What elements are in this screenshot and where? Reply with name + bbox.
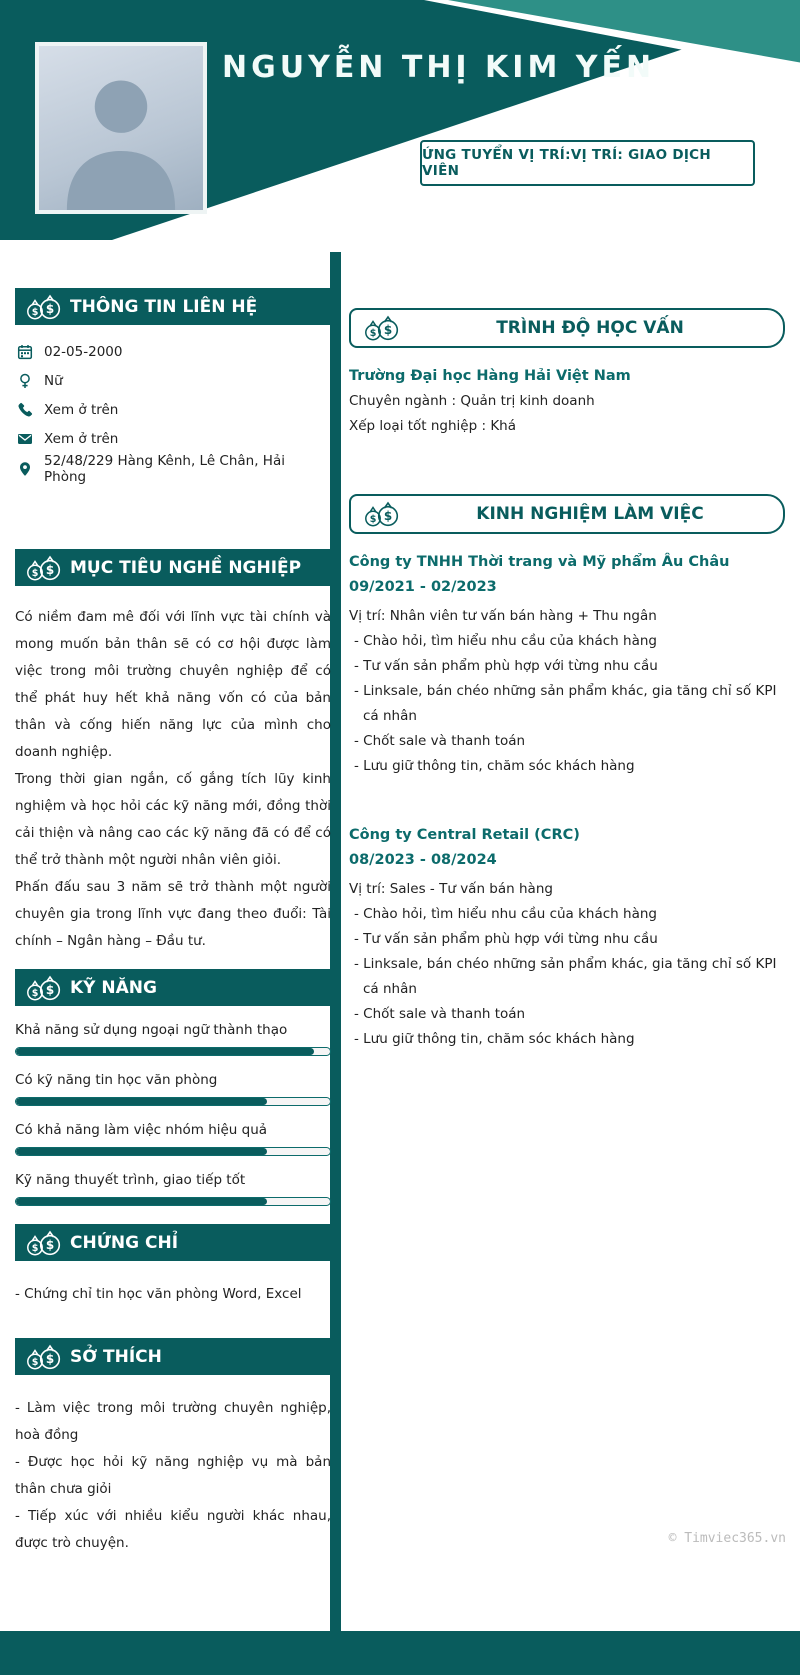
job-duty: - Linksale, bán chéo những sản phẩm khác, gia tăng chỉ số KPI cá nhân	[354, 956, 777, 997]
skill-bar-fill	[16, 1048, 314, 1055]
money-bags-icon	[363, 501, 399, 527]
header	[0, 0, 800, 250]
objective-paragraph: Có niềm đam mê đối với lĩnh vực tài chính và mong muốn bản thân sẽ có cơ hội được làm việc trong môi trường chuyên nghiệp để có thể phát huy hết khả năng vốn có của bản thân và cống hiến năng lực của mình cho doanh nghiệp.	[15, 609, 331, 760]
location-icon	[17, 461, 33, 477]
skill-bar	[15, 1047, 331, 1056]
job-role: Vị trí: Sales - Tư vấn bán hàng	[349, 881, 553, 897]
hobby-item: - Làm việc trong môi trường chuyên nghiệp, hoà đồng	[15, 1400, 331, 1443]
section-header-hobbies	[15, 1338, 331, 1375]
skill-item	[15, 1172, 331, 1206]
money-bags-icon	[25, 1344, 61, 1370]
calendar-icon	[17, 344, 33, 360]
skill-item	[15, 1022, 331, 1056]
money-bags-icon	[25, 555, 61, 581]
contact-row-address	[17, 453, 331, 485]
skill-label: Có khả năng làm việc nhóm hiệu quả	[15, 1122, 268, 1138]
left-column	[15, 252, 331, 1557]
section-title: TRÌNH ĐỘ HỌC VẤN	[496, 318, 684, 338]
education-entry	[349, 364, 785, 439]
section-header-education	[349, 308, 785, 348]
hobby-item: - Tiếp xúc với nhiều kiểu người khác nhau, được trò chuyện.	[15, 1508, 331, 1551]
skill-bar	[15, 1197, 331, 1206]
money-bags-icon	[363, 315, 399, 341]
skill-bar	[15, 1097, 331, 1106]
contact-value: 52/48/229 Hàng Kênh, Lê Chân, Hải Phòng	[44, 453, 285, 485]
job-duty: - Tư vấn sản phẩm phù hợp với từng nhu cầu	[354, 931, 658, 947]
school-name: Trường Đại học Hàng Hải Việt Nam	[349, 368, 631, 384]
job-duty: - Chào hỏi, tìm hiểu nhu cầu của khách hàng	[354, 906, 657, 922]
contact-row-phone	[17, 395, 331, 424]
education-grade: Xếp loại tốt nghiệp : Khá	[349, 418, 516, 434]
watermark: © Timviec365.vn	[668, 1531, 786, 1546]
skill-item	[15, 1072, 331, 1106]
column-divider	[330, 252, 341, 1631]
contact-value: Xem ở trên	[44, 430, 119, 447]
phone-icon	[17, 402, 33, 418]
money-bags-icon	[25, 1230, 61, 1256]
hobby-item: - Được học hỏi kỹ năng nghiệp vụ mà bản thân chưa giỏi	[15, 1454, 331, 1497]
experience-entry	[349, 823, 785, 1052]
section-title: KỸ NĂNG	[70, 977, 157, 998]
applied-position-text: ỨNG TUYỂN VỊ TRÍ:VỊ TRÍ: GIAO DỊCH VIÊN	[422, 147, 711, 179]
company-name: Công ty TNHH Thời trang và Mỹ phẩm Âu Châu	[349, 554, 730, 570]
contact-value: Nữ	[44, 372, 63, 389]
job-duty: - Chốt sale và thanh toán	[354, 1006, 526, 1022]
footer-bar	[0, 1631, 800, 1675]
skill-label: Có kỹ năng tin học văn phòng	[15, 1072, 218, 1088]
job-duty: - Tư vấn sản phẩm phù hợp với từng nhu cầu	[354, 658, 658, 674]
applied-position-box	[420, 140, 755, 186]
certificates-list	[15, 1281, 331, 1308]
objective-paragraph: Phấn đấu sau 3 năm sẽ trở thành một người chuyên gia trong lĩnh vực đang theo đuổi: Tài chính – Ngân hàng – Đầu tư.	[15, 879, 331, 949]
company-name: Công ty Central Retail (CRC)	[349, 827, 580, 843]
section-header-skills	[15, 969, 331, 1006]
section-title: SỞ THÍCH	[70, 1346, 162, 1367]
objective-paragraph: Trong thời gian ngắn, cố gắng tích lũy kinh nghiệm và học hỏi các kỹ năng mới, đồng thời cải thiện và nâng cao các kỹ năng đã có để có thể trở thành một người nhân viên giỏi.	[15, 771, 331, 868]
contact-row-birthday	[17, 337, 331, 366]
skill-bar	[15, 1147, 331, 1156]
contact-value: 02-05-2000	[44, 343, 123, 360]
right-column	[349, 308, 785, 1052]
job-duties	[349, 629, 785, 779]
money-bags-icon	[25, 975, 61, 1001]
section-header-certificates	[15, 1224, 331, 1261]
job-duty: - Linksale, bán chéo những sản phẩm khác, gia tăng chỉ số KPI cá nhân	[354, 683, 777, 724]
skill-item	[15, 1122, 331, 1156]
job-duty: - Lưu giữ thông tin, chăm sóc khách hàng	[354, 1031, 635, 1047]
email-icon	[17, 431, 33, 447]
job-period: 09/2021 - 02/2023	[349, 579, 497, 595]
section-title: KINH NGHIỆM LÀM VIỆC	[476, 504, 704, 524]
certificate-item: - Chứng chỉ tin học văn phòng Word, Excel	[15, 1286, 302, 1302]
person-silhouette-icon	[39, 46, 203, 210]
profile-photo	[35, 42, 207, 214]
skill-label: Kỹ năng thuyết trình, giao tiếp tốt	[15, 1172, 246, 1188]
contact-list	[17, 337, 331, 485]
candidate-name: NGUYỄN THỊ KIM YẾN	[222, 50, 656, 85]
section-header-contact	[15, 288, 331, 325]
education-major: Chuyên ngành : Quản trị kinh doanh	[349, 393, 595, 409]
job-period: 08/2023 - 08/2024	[349, 852, 497, 868]
job-duty: - Lưu giữ thông tin, chăm sóc khách hàng	[354, 758, 635, 774]
skills-list	[15, 1022, 331, 1206]
job-duty: - Chào hỏi, tìm hiểu nhu cầu của khách hàng	[354, 633, 657, 649]
section-header-objective	[15, 549, 331, 586]
skill-bar-fill	[16, 1198, 267, 1205]
section-title: THÔNG TIN LIÊN HỆ	[70, 296, 258, 317]
job-role: Vị trí: Nhân viên tư vấn bán hàng + Thu ngân	[349, 608, 657, 624]
section-header-experience	[349, 494, 785, 534]
contact-row-gender	[17, 366, 331, 395]
job-duty: - Chốt sale và thanh toán	[354, 733, 526, 749]
contact-value: Xem ở trên	[44, 401, 119, 418]
gender-icon	[17, 373, 33, 389]
job-duties	[349, 902, 785, 1052]
objective-text	[15, 604, 331, 955]
skill-label: Khả năng sử dụng ngoại ngữ thành thạo	[15, 1022, 288, 1038]
money-bags-icon	[25, 294, 61, 320]
section-title: MỤC TIÊU NGHỀ NGHIỆP	[70, 557, 302, 578]
skill-bar-fill	[16, 1148, 267, 1155]
contact-row-email	[17, 424, 331, 453]
skill-bar-fill	[16, 1098, 267, 1105]
hobbies-list	[15, 1395, 331, 1557]
section-title: CHỨNG CHỈ	[70, 1232, 179, 1253]
experience-entry	[349, 550, 785, 779]
